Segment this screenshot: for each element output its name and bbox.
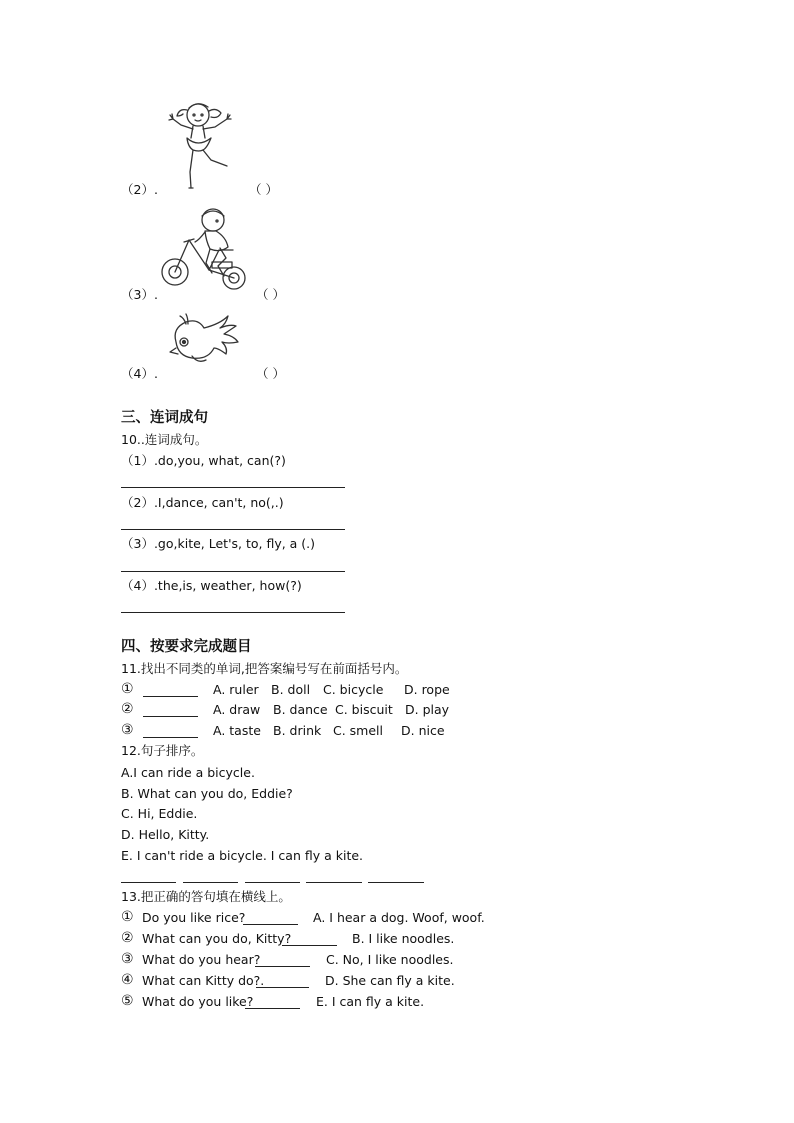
order-blank[interactable] [368,882,424,883]
option-b: B. doll [271,682,311,697]
option-d: D. play [405,702,450,717]
item-number: ④ [121,972,134,988]
answer-blank[interactable] [256,987,309,988]
dancing-girl-icon [160,98,240,194]
order-blank[interactable] [306,882,362,883]
answer-parenthesis[interactable]: （ ） [256,287,285,302]
answer-parenthesis[interactable]: （ ） [249,182,278,197]
option-a: A. draw [213,702,261,717]
option-a: A. taste [213,723,261,738]
answer-option: C. No, I like noodles. [326,952,454,967]
sentence-item: C. Hi, Eddie. [121,806,198,821]
answer-option: D. She can fly a kite. [325,973,455,988]
option-d: D. nice [401,723,445,738]
child-riding-bicycle-icon [158,202,250,296]
order-blank[interactable] [183,882,238,883]
section-heading: 三、连词成句 [121,410,208,426]
answer-blank[interactable] [255,966,310,967]
item-number: ⑤ [121,993,134,1009]
answer-parenthesis[interactable]: （ ） [256,366,285,381]
sentence-item: E. I can't ride a bicycle. I can fly a kite. [121,848,364,863]
order-blank[interactable] [245,882,300,883]
option-c: C. bicycle [323,682,384,697]
question-text: What can Kitty do?. [142,973,265,988]
answer-option: A. I hear a dog. Woof, woof. [313,910,485,925]
question-text: Do you like rice? [142,910,246,925]
item-number: ② [121,930,134,946]
item-number: ① [121,681,134,697]
answer-blank[interactable] [245,1008,300,1009]
section-heading: 四、按要求完成题目 [121,639,252,655]
answer-blank[interactable] [243,924,298,925]
word-order-item: （1）.do,you, what, can(?) [121,453,286,468]
answer-blank[interactable] [282,945,337,946]
question-title: 11.找出不同类的单词,把答案编号写在前面括号内。 [121,661,408,676]
item-number: ③ [121,722,134,738]
item-number: ③ [121,951,134,967]
picture-item-label: （3）. [121,287,158,302]
option-c: C. biscuit [335,702,393,717]
question-title: 13.把正确的答句填在横线上。 [121,889,291,904]
answer-line[interactable] [121,529,345,530]
sentence-item: A.I can ride a bicycle. [121,765,255,780]
answer-line[interactable] [121,612,345,613]
question-title: 12.句子排序。 [121,743,204,758]
sentence-item: D. Hello, Kitty. [121,827,210,842]
answer-blank[interactable] [143,716,198,717]
item-number: ① [121,909,134,925]
answer-option: B. I like noodles. [352,931,455,946]
question-text: What do you like? [142,994,254,1009]
question-text: What do you hear? [142,952,261,967]
option-a: A. ruler [213,682,259,697]
word-order-item: （2）.I,dance, can't, no(,.) [121,495,284,510]
answer-blank[interactable] [143,737,198,738]
answer-option: E. I can fly a kite. [316,994,425,1009]
word-order-item: （4）.the,is, weather, how(?) [121,578,302,593]
word-order-item: （3）.go,kite, Let's, to, fly, a (.) [121,536,316,551]
answer-blank[interactable] [143,696,198,697]
bird-icon [162,312,246,374]
option-b: B. dance [273,702,328,717]
order-blank[interactable] [121,882,176,883]
question-title: 10..连词成句。 [121,432,208,447]
question-text: What can you do, Kitty? [142,931,292,946]
option-c: C. smell [333,723,383,738]
option-b: B. drink [273,723,322,738]
answer-line[interactable] [121,571,345,572]
sentence-item: B. What can you do, Eddie? [121,786,293,801]
picture-item-label: （4）. [121,366,158,381]
option-d: D. rope [404,682,450,697]
answer-line[interactable] [121,487,345,488]
item-number: ② [121,701,134,717]
picture-item-label: （2）. [121,182,158,197]
